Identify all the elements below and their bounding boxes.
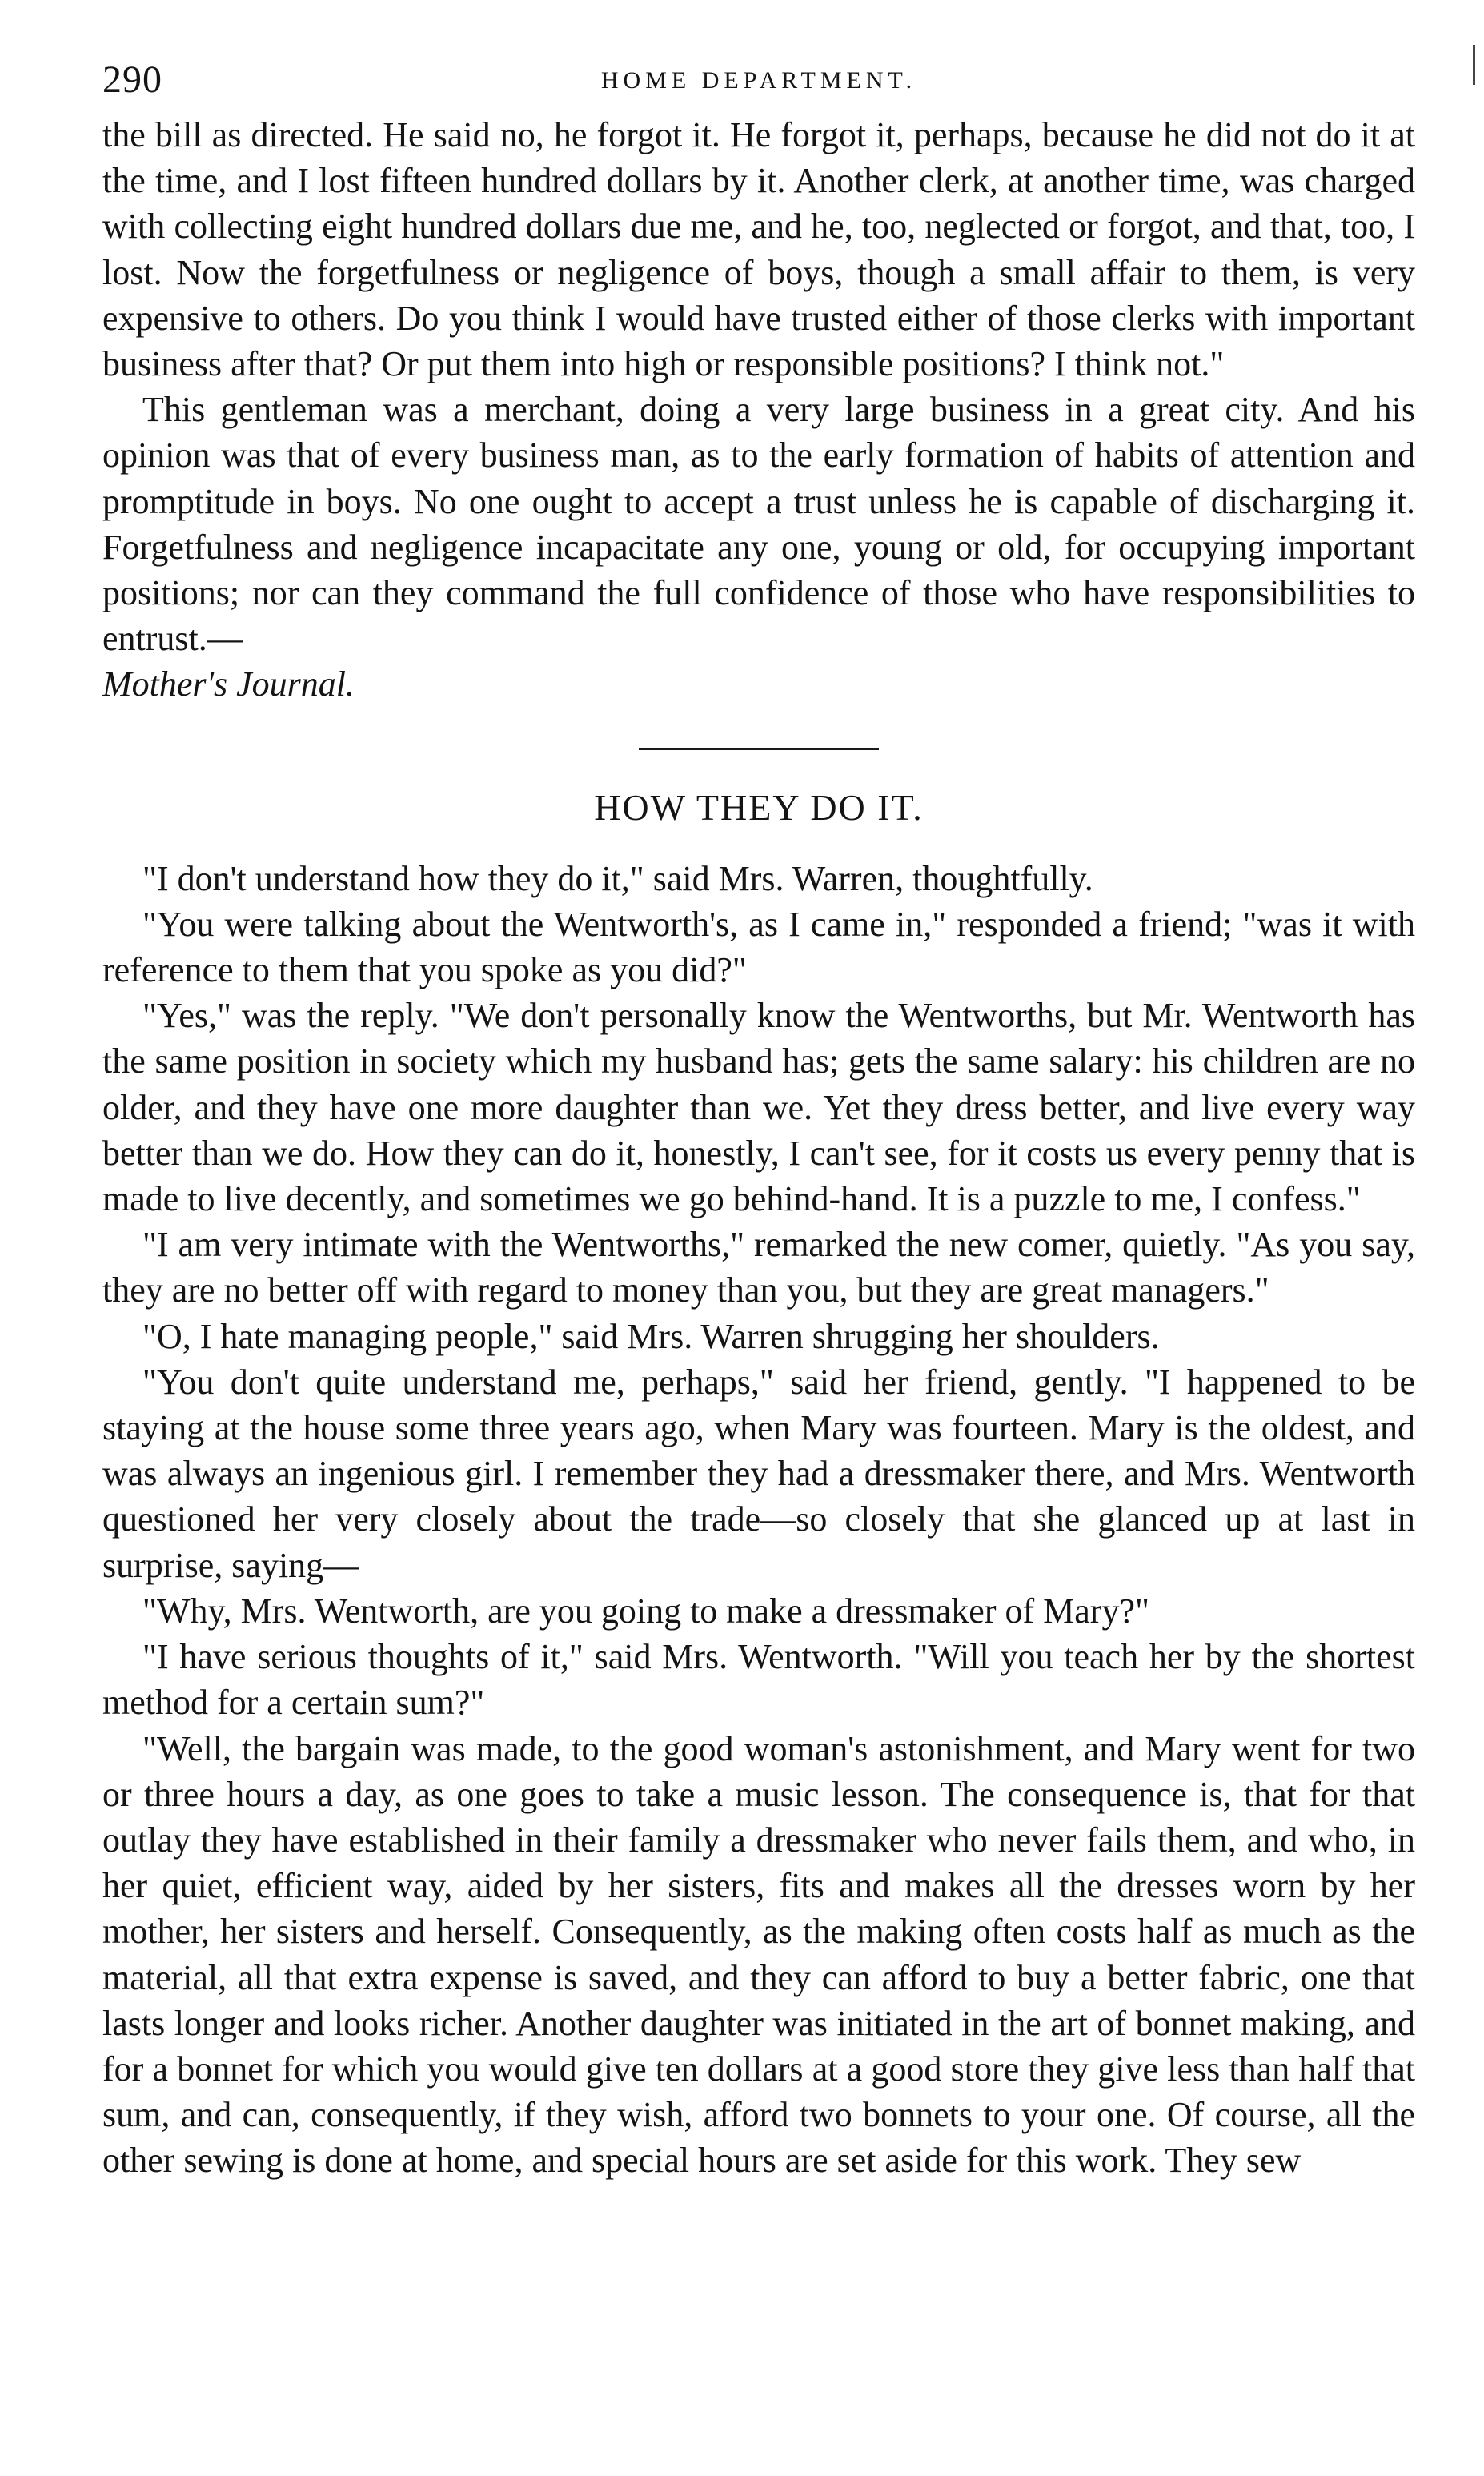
running-head [102,56,1415,112]
paragraph: the bill as directed. He said no, he forgot it. He forgot it, perhaps, because he did not do it at the time, and I lost fifteen hundred dollars by it. Another clerk, at another time, was charged with collecting eight hundred dollars due me, and he, too, neglected or forgot, and that, too, I lost. Now the forgetfulness or negligence of boys, though a small affair to them, is very expensive to others. Do you think I would have trusted either of those clerks with important business after that? Or put them into high or responsible positions? I think not." [102,115,1415,384]
paragraph: "Why, Mrs. Wentworth, are you going to make a dressmaker of Mary?" [142,1591,1149,1631]
paragraph: "I don't understand how they do it," said Mrs. Warren, thoughtfully. [142,858,1093,898]
paragraph: "Well, the bargain was made, to the good woman's astonishment, and Mary went for two or three hours a day, as one goes to take a music lesson. The consequence is, that for that outlay they have established in their family a dressmaker who never fails them, and who, in her quiet, efficient way, aided by her sisters, fits and makes all the dresses worn by her mother, her sisters and herself. Consequently, as the making often costs half as much as the material, all that extra expense is saved, and they can afford to buy a better fabric, one that lasts longer and looks richer. Another daughter was initiated in the art of bonnet making, and for a bonnet for which you would give ten dollars at a good store they give less than half that sum, and can, consequently, if they wish, afford two bonnets to your one. Of course, all the other sewing is done at home, and special hours are set aside for this work. They sew [102,1728,1415,2181]
article-source: Mother's Journal. [102,664,355,704]
second-article [102,856,1415,2184]
running-title: HOME DEPARTMENT. [600,67,917,94]
paragraph: "O, I hate managing people," said Mrs. Warren shrugging her shoulders. [142,1316,1160,1356]
paragraph: "Yes," was the reply. "We don't personally know the Wentworths, but Mr. Wentworth has the same position in society which my husband has; gets the same salary: his children are no older, and they have one more daughter than we. Yet they dress better, and live every way better than we do. How they can do it, honestly, I can't see, for it costs us every penny that is made to live decently, and sometimes we go behind-hand. It is a puzzle to me, I confess." [102,996,1415,1219]
section-divider [639,748,879,750]
paragraph-text: This gentleman was a merchant, doing a very large business in a great city. And his opinion was that of every business man, as to the early formation of habits of attention and promptitude in boys. No one ought to accept a trust unless he is capable of discharging it. Forgetfulness and negligence incapacitate any one, young or old, for occupying important positions; nor can they command the full confidence of those who have responsibilities to entrust.— [102,390,1415,659]
page-edge-mark [1473,45,1475,85]
article-title: HOW THEY DO IT. [594,786,924,828]
paragraph: "I am very intimate with the Wentworths," remarked the new comer, quietly. "As you say, they are no better off with regard to money than you, but they are great managers." [102,1225,1415,1310]
paragraph: "I have serious thoughts of it," said Mrs. Wentworth. "Will you teach her by the shortest method for a certain sum?" [102,1637,1415,1723]
page-number: 290 [102,58,162,101]
first-article [102,112,1415,708]
paragraph: "You don't quite understand me, perhaps," said her friend, gently. "I happened to be staying at the house some three years ago, when Mary was fourteen. Mary is the oldest, and was always an ingenious girl. I remember they had a dressmaker there, and Mrs. Wentworth questioned her very closely about the trade—so closely that she glanced up at last in surprise, saying— [102,1362,1415,1585]
paragraph: "You were talking about the Wentworth's, as I came in," responded a friend; "was it with reference to them that you spoke as you did?" [102,904,1415,990]
paragraph [102,387,1415,707]
book-page [102,56,1415,2184]
